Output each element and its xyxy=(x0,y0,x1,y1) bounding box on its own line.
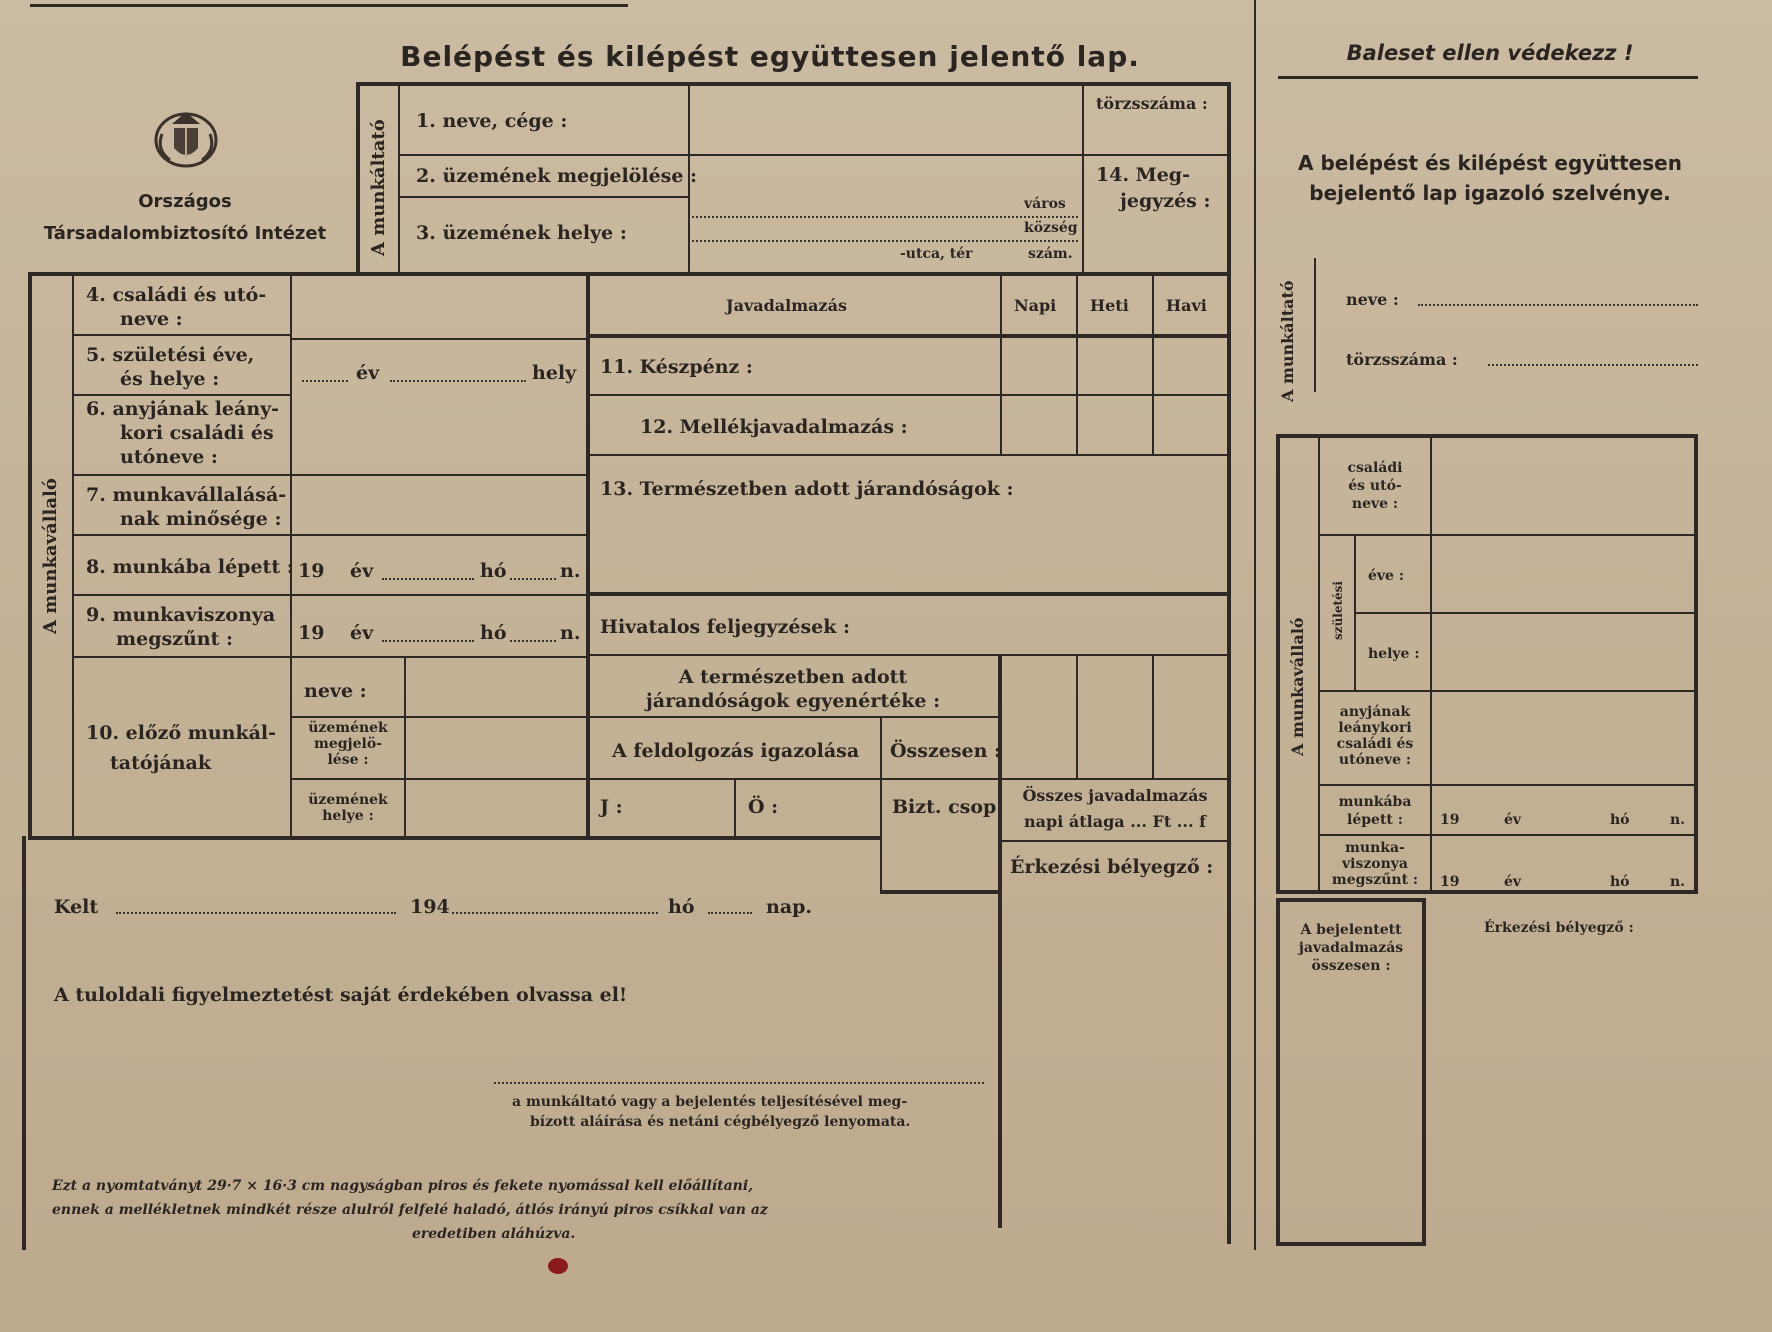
employer-top-border xyxy=(356,82,1231,86)
field5-year-label: év xyxy=(356,362,380,384)
total-label: Összesen : xyxy=(890,740,1002,762)
street-label: -utca, tér xyxy=(900,246,973,262)
processing-cert-label: A feldolgozás igazolása xyxy=(612,740,860,762)
print-note-line2: ennek a mellékletnek mindkét része alulról felfelé haladó, átlós irányú piros csíkkal van az xyxy=(52,1202,768,1218)
dated-month-label: hó xyxy=(668,896,695,918)
field5-place-label: hely xyxy=(532,362,577,384)
field8-day-label: n. xyxy=(560,560,581,582)
stub-ended-date-prefix: 19 xyxy=(1440,874,1460,890)
stub-subtitle-line2: bejelentő lap igazoló szelvénye. xyxy=(1309,181,1671,205)
o-label: Ö : xyxy=(748,796,779,818)
stub-ended-line1: munka- xyxy=(1345,840,1405,856)
in-kind-equivalent-line1: A természetben adott xyxy=(678,666,908,688)
supplementary-wages-label: 12. Mellékjavadalmazás : xyxy=(640,416,908,438)
stub-ended-line3: megszűnt : xyxy=(1331,872,1419,888)
stub-ended-day: n. xyxy=(1670,874,1686,890)
stub-reg-number-label: törzsszáma : xyxy=(1346,350,1458,369)
stub-employer-name-label: neve : xyxy=(1346,290,1399,309)
stub-total-wages-line2: javadalmazás xyxy=(1298,940,1404,956)
field8-label: 8. munkába lépett : xyxy=(86,556,294,578)
stub-total-wages-line1: A bejelentett xyxy=(1300,922,1402,938)
stub-safety-slogan: Baleset ellen védekezz ! xyxy=(1346,41,1634,65)
stub-entered-year: év xyxy=(1504,812,1522,828)
stub-employer-side-label: A munkáltató xyxy=(1278,280,1297,402)
avg-wages-line2: napi átlaga ... Ft ... f xyxy=(1024,812,1206,831)
employer-name-label: 1. neve, cége : xyxy=(416,110,568,132)
stub-birth-side-label: születési xyxy=(1331,581,1345,640)
field7-label-line1: 7. munkavállalásá- xyxy=(86,484,287,506)
prev-employer-name-label: neve : xyxy=(304,680,367,702)
prev-plant-label-line2: megjelö- xyxy=(314,736,382,752)
stub-entered-date-prefix: 19 xyxy=(1440,812,1460,828)
field6-label-line2: kori családi és xyxy=(120,422,274,444)
stub-mother-line1: anyjának xyxy=(1339,704,1411,720)
stub-birth-year-label: éve : xyxy=(1368,568,1404,584)
number-label: szám. xyxy=(1028,246,1073,262)
prev-plant-label-line1: üzemének xyxy=(308,720,388,736)
stub-birth-place-label: helye : xyxy=(1368,646,1420,662)
stub-family-line3: neve : xyxy=(1351,496,1399,512)
form-title: Belépést és kilépést együttesen jelentő lap. xyxy=(400,40,1140,73)
red-ink-spot xyxy=(548,1258,568,1274)
stub-entered-line1: munkába xyxy=(1338,794,1412,810)
stub-arrival-stamp-label: Érkezési bélyegző : xyxy=(1484,920,1634,936)
stub-entered-month: hó xyxy=(1610,812,1630,828)
field9-label-line2: megszűnt : xyxy=(116,628,233,650)
coat-of-arms-emblem xyxy=(150,104,222,170)
stub-entered-line2: lépett : xyxy=(1347,812,1403,828)
wages-header: Javadalmazás xyxy=(726,296,847,315)
official-notes-label: Hivatalos feljegyzések : xyxy=(600,616,851,638)
in-kind-equivalent-line2: járandóságok egyenértéke : xyxy=(645,690,941,712)
signature-caption-line2: bízott aláírása és netáni cégbélyegző lenyomata. xyxy=(530,1114,911,1130)
field10-label-line2: tatójának xyxy=(110,752,212,774)
wages-daily-header: Napi xyxy=(1014,296,1057,315)
stub-ended-year: év xyxy=(1504,874,1522,890)
remarks-label-line1: 14. Meg- xyxy=(1096,164,1190,186)
stub-family-line1: családi xyxy=(1347,460,1403,476)
insurance-group-label: Bizt. csop xyxy=(892,796,997,818)
print-note-line3: eredetiben aláhúzva. xyxy=(412,1226,576,1242)
field10-label-line1: 10. előző munkál- xyxy=(86,722,277,744)
print-note-line1: Ezt a nyomtatványt 29·7 × 16·3 cm nagyságban piros és fekete nyomással kell előállítani, xyxy=(52,1178,754,1194)
employee-top-border xyxy=(28,272,1229,276)
field9-label-line1: 9. munkaviszonya xyxy=(86,604,276,626)
city-label: város xyxy=(1024,196,1066,212)
dated-year-prefix: 194 xyxy=(410,896,450,918)
stub-total-wages-line3: összesen : xyxy=(1311,958,1391,974)
stub-ended-line2: viszonya xyxy=(1341,856,1408,872)
wages-weekly-header: Heti xyxy=(1090,296,1129,315)
stub-ended-month: hó xyxy=(1610,874,1630,890)
employer-location-label: 3. üzemének helye : xyxy=(416,222,627,244)
prev-location-label-line1: üzemének xyxy=(308,792,388,808)
village-label: község xyxy=(1024,220,1078,236)
field6-label-line1: 6. anyjának leány- xyxy=(86,398,280,420)
field4-label-line2: neve : xyxy=(120,308,183,330)
employer-reg-number-label: törzsszáma : xyxy=(1096,94,1208,113)
field9-year-label: év xyxy=(350,622,374,644)
dated-day-label: nap. xyxy=(766,896,813,918)
stub-family-line2: és utó- xyxy=(1348,478,1402,494)
institute-name-line2: Társadalombiztosító Intézet xyxy=(43,223,327,244)
field9-date-prefix: 19 xyxy=(298,622,325,644)
stub-mother-line4: utóneve : xyxy=(1338,752,1412,768)
arrival-stamp-label: Érkezési bélyegző : xyxy=(1010,856,1214,878)
field8-year-label: év xyxy=(350,560,374,582)
field5-label-line1: 5. születési éve, xyxy=(86,344,255,366)
stub-subtitle-line1: A belépést és kilépést együttesen xyxy=(1298,151,1682,175)
warning-text: A tuloldali figyelmeztetést saját érdekében olvassa el! xyxy=(54,984,628,1006)
employer-plant-label: 2. üzemének megjelölése : xyxy=(416,165,698,187)
signature-caption-line1: a munkáltató vagy a bejelentés teljesítésével meg- xyxy=(512,1094,908,1110)
dated-label: Kelt xyxy=(54,896,99,918)
avg-wages-line1: Összes javadalmazás xyxy=(1022,786,1208,805)
j-label: J : xyxy=(600,796,623,818)
remarks-label-line2: jegyzés : xyxy=(1120,190,1211,212)
field6-label-line3: utóneve : xyxy=(120,446,218,468)
prev-location-label-line2: helye : xyxy=(322,808,374,824)
prev-plant-label-line3: lése : xyxy=(327,752,369,768)
field9-month-label: hó xyxy=(480,622,507,644)
institute-name-line1: Országos xyxy=(138,191,232,212)
stub-entered-day: n. xyxy=(1670,812,1686,828)
stub-employee-side-label: A munkavállaló xyxy=(1288,617,1307,756)
employee-side-label: A munkavállaló xyxy=(40,478,61,634)
wages-monthly-header: Havi xyxy=(1166,296,1207,315)
field7-label-line2: nak minősége : xyxy=(120,508,282,530)
field8-month-label: hó xyxy=(480,560,507,582)
field4-label-line1: 4. családi és utó- xyxy=(86,284,267,306)
field5-label-line2: és helye : xyxy=(120,368,220,390)
field8-date-prefix: 19 xyxy=(298,560,325,582)
stub-mother-line3: családi és xyxy=(1336,736,1414,752)
cash-wages-label: 11. Készpénz : xyxy=(600,356,753,378)
in-kind-benefits-label: 13. Természetben adott járandóságok : xyxy=(600,478,1014,500)
employer-side-label: A munkáltató xyxy=(368,119,389,256)
stub-mother-line2: leánykori xyxy=(1338,720,1412,736)
field9-day-label: n. xyxy=(560,622,581,644)
